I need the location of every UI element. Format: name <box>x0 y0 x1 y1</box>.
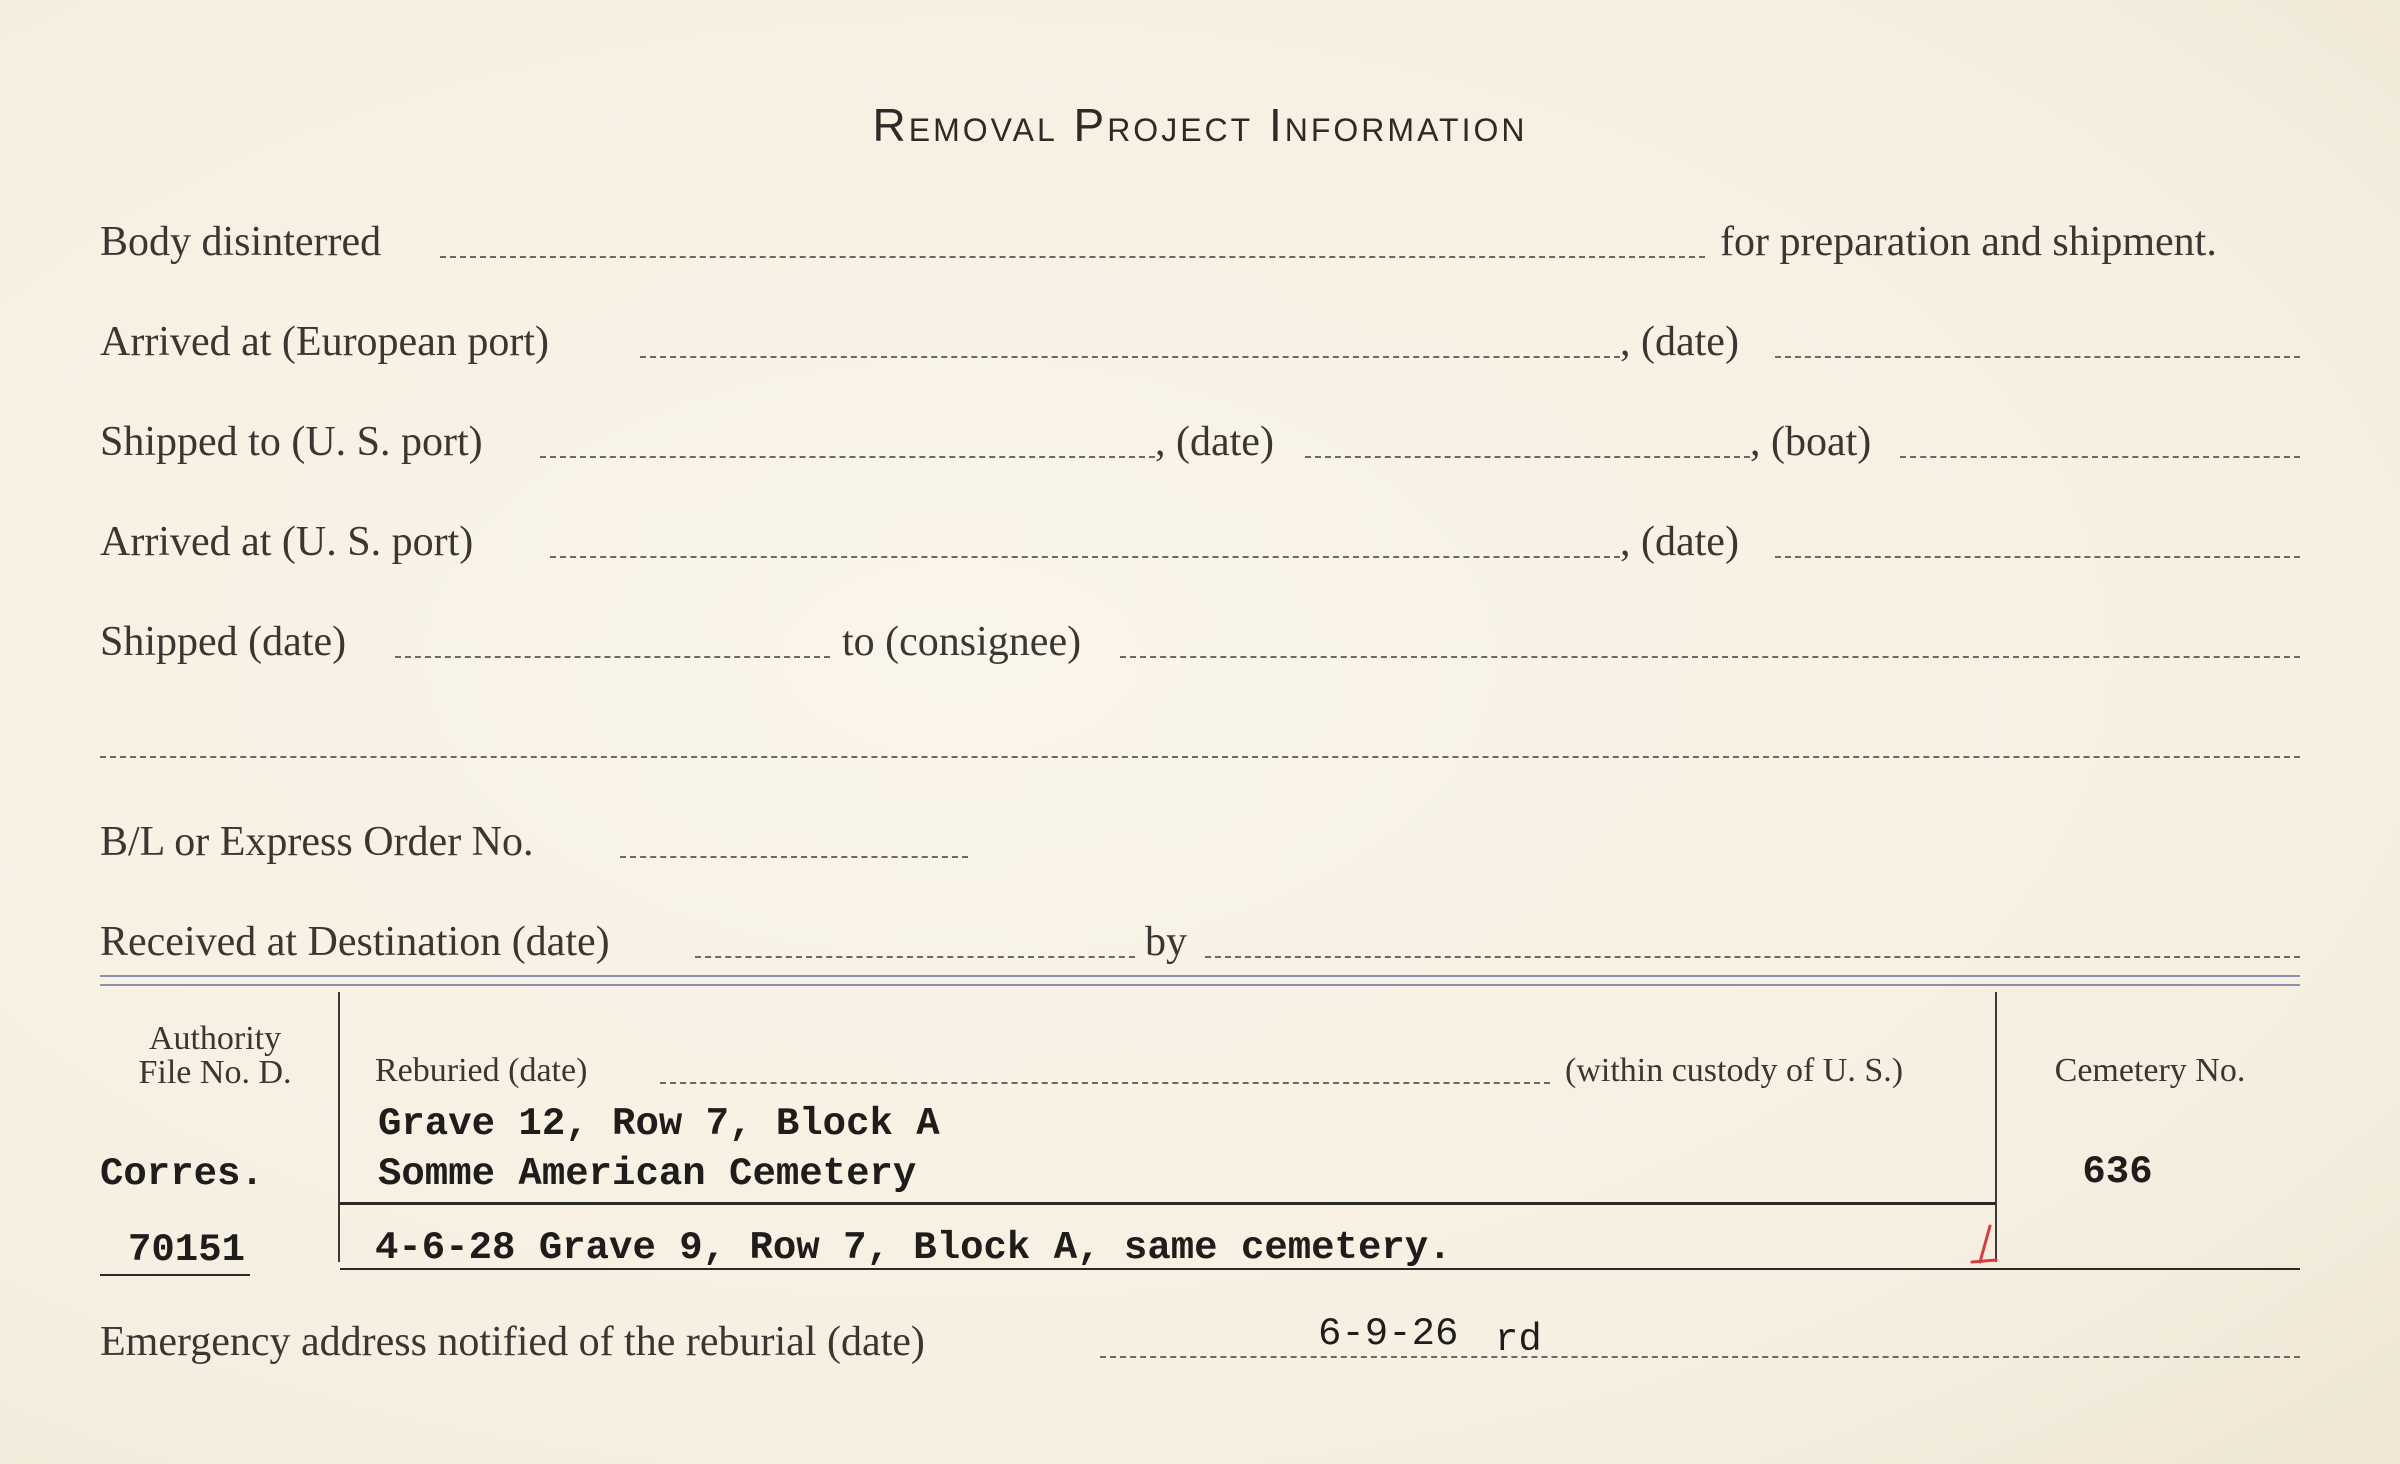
section-rule-bottom <box>100 984 2300 986</box>
reburied-label: Reburied (date) <box>375 1052 588 1089</box>
reburial-entry: 4-6-28 Grave 9, Row 7, Block A, same cemetery. <box>375 1226 1452 1270</box>
card-title: Removal Project Information <box>872 99 1528 151</box>
file-no-label: File No. D. <box>138 1054 292 1091</box>
grave-location-line2: Somme American Cemetery <box>378 1152 917 1196</box>
european-port-blank <box>640 356 1620 358</box>
table-bottom-rule <box>340 1268 2300 1270</box>
shipped-date-blank <box>1305 456 1750 458</box>
body-disinterred-blank <box>440 256 1705 258</box>
preparation-shipment-label: for preparation and shipment. <box>1720 219 2217 265</box>
reburial-separator <box>340 1202 1996 1205</box>
arrived-us-port-label: Arrived at (U. S. port) <box>100 519 474 565</box>
grave-location-line1: Grave 12, Row 7, Block A <box>378 1102 940 1146</box>
arrived-european-port-label: Arrived at (European port) <box>100 319 549 365</box>
file-number: 70151 <box>128 1228 246 1272</box>
arrived-european-date-label: , (date) <box>1620 319 1739 365</box>
corres-stamp: Corres. <box>100 1152 264 1196</box>
custody-label: (within custody of U. S.) <box>1565 1052 1904 1089</box>
consignee-blank <box>1120 656 2300 658</box>
section-rule-top <box>100 975 2300 977</box>
shipped-date-label: , (date) <box>1155 419 1274 465</box>
body-disinterred-label: Body disinterred <box>100 219 382 265</box>
shipped-to-us-port-label: Shipped to (U. S. port) <box>100 419 483 465</box>
emergency-date-value: 6-9-26 <box>1318 1312 1459 1356</box>
arrived-us-date-label: , (date) <box>1620 519 1739 565</box>
boat-label: , (boat) <box>1750 419 1872 465</box>
emergency-date-blank <box>1100 1356 2300 1358</box>
consignee-label: to (consignee) <box>842 619 1082 665</box>
file-number-underline <box>100 1274 250 1276</box>
reburied-date-blank <box>660 1082 1550 1084</box>
us-port-blank <box>540 456 1155 458</box>
table-divider-left <box>338 992 340 1262</box>
received-date-blank <box>695 956 1135 958</box>
boat-blank <box>1900 456 2300 458</box>
emergency-initials: rd <box>1495 1318 1542 1362</box>
arrived-us-date-blank <box>1775 556 2300 558</box>
red-check-mark-icon <box>1968 1222 2004 1268</box>
shipped-date-row-blank <box>395 656 830 658</box>
received-by-blank <box>1205 956 2300 958</box>
consignee-continuation-blank <box>100 756 2300 758</box>
received-by-label: by <box>1145 919 1187 965</box>
received-destination-label: Received at Destination (date) <box>100 919 610 965</box>
cemetery-no-label: Cemetery No. <box>2054 1052 2246 1089</box>
shipped-date-row-label: Shipped (date) <box>100 619 347 665</box>
european-date-blank <box>1775 356 2300 358</box>
authority-label: Authority <box>148 1020 282 1057</box>
arrived-us-port-blank <box>550 556 1620 558</box>
emergency-address-label: Emergency address notified of the reburial (date) <box>100 1319 925 1365</box>
bl-order-label: B/L or Express Order No. <box>100 819 534 865</box>
cemetery-number: 636 <box>2082 1150 2153 1194</box>
bl-order-blank <box>620 856 968 858</box>
